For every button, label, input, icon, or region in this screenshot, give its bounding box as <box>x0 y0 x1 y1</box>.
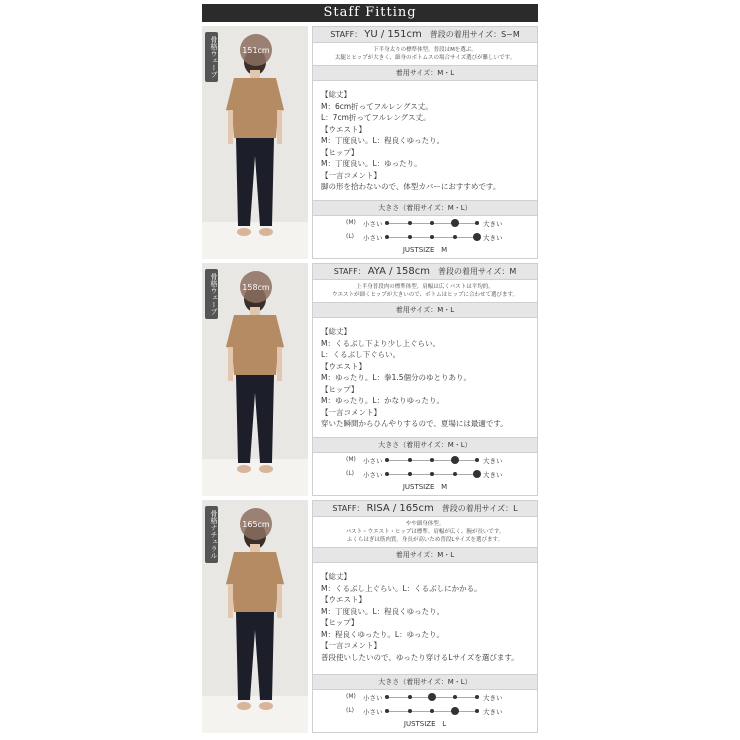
body-type-tag: 骨格ナチュラル <box>205 506 218 563</box>
scale-selected-dot <box>451 707 459 715</box>
scale-dot <box>430 709 434 713</box>
scale-dot <box>385 709 389 713</box>
scale-high-label: 大きい <box>483 708 503 716</box>
just-size-value: M <box>441 246 448 254</box>
comment-line: M：丁度良い。L：程良くゆったり。 <box>321 136 445 145</box>
comment-heading: 【総丈】 <box>321 572 351 581</box>
comment-heading: 【ヒップ】 <box>321 147 359 157</box>
height-badge: 165cm <box>240 508 272 540</box>
comment-heading: 【ヒップ】 <box>321 384 359 394</box>
scale-high-label: 大きい <box>483 471 503 479</box>
description-line: 上半身普段肉の標準体型。肩幅は広くバストは平均的。 <box>356 284 494 290</box>
just-size <box>313 481 537 495</box>
scale-low-label: 小さい <box>363 471 383 479</box>
just-size-value: M <box>441 483 448 491</box>
scale-dot <box>408 472 412 476</box>
comment-heading: 【一言コメント】 <box>321 170 381 180</box>
usual-size: 普段の着用サイズ：L <box>441 504 518 513</box>
scale-dot <box>453 235 457 239</box>
scale-dot <box>385 221 389 225</box>
scale-selected-dot <box>473 470 481 478</box>
height-badge: 151cm <box>240 34 272 66</box>
page-title: Staff Fitting <box>202 4 538 22</box>
scale-row <box>313 453 537 467</box>
scale-dot <box>430 472 434 476</box>
staff-block <box>202 263 538 496</box>
fitting-comments <box>313 81 537 201</box>
staff-description <box>313 43 537 65</box>
height-badge: 158cm <box>240 271 272 303</box>
scale-low-label: 小さい <box>363 220 383 228</box>
just-size-label: JUSTSIZE <box>402 246 435 254</box>
worn-size-header: 着用サイズ：M・L <box>313 65 537 81</box>
scale-size-label: (L) <box>346 470 355 477</box>
description-line: ウエストが細くヒップが大きいので、ボトムはヒップに合わせて選びます。 <box>331 292 519 298</box>
scale-dot <box>408 458 412 462</box>
staff-label: STAFF： <box>333 267 366 276</box>
worn-size-header: 着用サイズ：M・L <box>313 302 537 318</box>
comment-line: M：ゆったり。L：拳1.5個分のゆとりあり。 <box>321 373 472 382</box>
staff-info-panel <box>312 500 538 733</box>
scale-dot <box>430 458 434 462</box>
scale-low-label: 小さい <box>363 457 383 465</box>
description-line: ふくらはぎは筋肉質。身長が高いため普段Lサイズを選びます。 <box>346 537 504 543</box>
staff-name-height: RISA / 165cm <box>366 503 434 514</box>
scale-dot <box>408 221 412 225</box>
comment-line: L：くるぶし下ぐらい。 <box>321 350 401 359</box>
comment-heading: 【ウエスト】 <box>321 595 366 604</box>
scale-row <box>313 230 537 244</box>
scale-header: 大きさ（着用サイズ：M・L） <box>313 200 537 216</box>
scale-header: 大きさ（着用サイズ：M・L） <box>313 674 537 690</box>
staff-block <box>202 26 538 259</box>
comment-line: M：ゆったり。L：かなりゆったり。 <box>321 396 444 405</box>
model-photo <box>202 263 308 496</box>
comment-line: M：丁度良い。L：程良くゆったり。 <box>321 606 445 616</box>
comment-heading: 【ウエスト】 <box>321 361 366 371</box>
staff-block <box>202 500 538 733</box>
usual-size: 普段の着用サイズ：S~M <box>429 30 520 39</box>
staff-label: STAFF： <box>330 30 363 39</box>
scale-low-label: 小さい <box>363 694 383 702</box>
scale-dot <box>408 695 412 699</box>
just-size-value: L <box>442 720 447 728</box>
comment-line: 脚の形を拾わないので、体型カバーにおすすめです。 <box>321 182 501 191</box>
comment-line: 普段使いしたいので、ゆったり穿けるLサイズを選びます。 <box>321 652 519 662</box>
usual-size: 普段の着用サイズ：M <box>438 267 517 276</box>
comment-heading: 【ウエスト】 <box>321 124 366 134</box>
scale-dot <box>385 235 389 239</box>
comment-heading: 【総丈】 <box>321 327 351 336</box>
scale-size-label: (L) <box>346 707 355 714</box>
scale-selected-dot <box>473 233 481 241</box>
scale-dot <box>430 235 434 239</box>
description-line: 太腿とヒップが大きく、細身のボトムスの場合サイズ選びが難しいです。 <box>334 55 516 61</box>
scale-high-label: 大きい <box>483 457 503 465</box>
scale-dot <box>453 472 457 476</box>
scale-row <box>313 690 537 704</box>
comment-line: M：丁度良い。L：ゆったり。 <box>321 159 422 168</box>
scale-size-label: (L) <box>346 233 355 240</box>
description-line: 下半身太りの標準体型。普段はMを選ぶ。 <box>373 47 477 53</box>
comment-heading: 【総丈】 <box>321 90 351 99</box>
staff-label: STAFF： <box>332 504 365 513</box>
scale-high-label: 大きい <box>483 694 503 702</box>
scale-high-label: 大きい <box>483 234 503 242</box>
scale-dot <box>408 709 412 713</box>
size-scale <box>313 200 537 258</box>
scale-dot <box>385 472 389 476</box>
staff-name-height: AYA / 158cm <box>367 266 431 277</box>
staff-description <box>313 280 537 302</box>
just-size <box>313 718 537 732</box>
comment-line: M：くるぶし下より少し上ぐらい。 <box>321 338 440 348</box>
just-size <box>313 244 537 258</box>
just-size-label: JUSTSIZE <box>402 483 435 491</box>
scale-dot <box>430 221 434 225</box>
comment-heading: 【ヒップ】 <box>321 618 359 627</box>
scale-row <box>313 467 537 481</box>
model-photo <box>202 500 308 733</box>
comment-line: M：程良くゆったり。L：ゆったり。 <box>321 629 444 639</box>
comment-heading: 【一言コメント】 <box>321 641 381 650</box>
scale-dot <box>408 235 412 239</box>
scale-dot <box>385 458 389 462</box>
fitting-comments <box>313 318 537 438</box>
just-size-label: JUSTSIZE <box>403 720 436 728</box>
size-scale <box>313 674 537 732</box>
staff-header <box>313 27 537 43</box>
scale-dot <box>475 458 479 462</box>
staff-header <box>313 501 537 517</box>
body-type-tag: 骨格ウェーブ <box>205 32 218 82</box>
scale-size-label: (M) <box>346 456 356 463</box>
comment-line: L：7cm折ってフルレングス丈。 <box>321 113 431 122</box>
staff-info-panel <box>312 26 538 259</box>
model-photo <box>202 26 308 259</box>
scale-selected-dot <box>428 693 436 701</box>
scale-high-label: 大きい <box>483 220 503 228</box>
scale-header: 大きさ（着用サイズ：M・L） <box>313 437 537 453</box>
scale-low-label: 小さい <box>363 708 383 716</box>
scale-size-label: (M) <box>346 219 356 226</box>
comment-line: M：6cm折ってフルレングス丈。 <box>321 101 433 111</box>
scale-dot <box>475 695 479 699</box>
comment-line: M：くるぶし上ぐらい。L：くるぶしにかかる。 <box>321 583 482 593</box>
staff-header <box>313 264 537 280</box>
staff-info-panel <box>312 263 538 496</box>
comment-heading: 【一言コメント】 <box>321 407 381 417</box>
scale-selected-dot <box>451 219 459 227</box>
scale-low-label: 小さい <box>363 234 383 242</box>
scale-dot <box>453 695 457 699</box>
scale-dot <box>475 221 479 225</box>
worn-size-header: 着用サイズ：M・L <box>313 547 537 563</box>
staff-name-height: YU / 151cm <box>364 29 422 40</box>
scale-dot <box>385 695 389 699</box>
scale-dot <box>475 709 479 713</box>
staff-description <box>313 517 537 547</box>
fitting-comments <box>313 563 537 671</box>
body-type-tag: 骨格ウェーブ <box>205 269 218 319</box>
description-line: バスト・ウエスト・ヒップは標準。肩幅が広く、腕が長いです。 <box>345 529 505 535</box>
scale-row <box>313 704 537 718</box>
scale-selected-dot <box>451 456 459 464</box>
description-line: やや細身体型。 <box>405 521 445 527</box>
comment-line: 穿いた瞬間からひんやりするので、夏場には最適です。 <box>321 419 508 428</box>
scale-size-label: (M) <box>346 693 356 700</box>
scale-row <box>313 216 537 230</box>
size-scale <box>313 437 537 495</box>
